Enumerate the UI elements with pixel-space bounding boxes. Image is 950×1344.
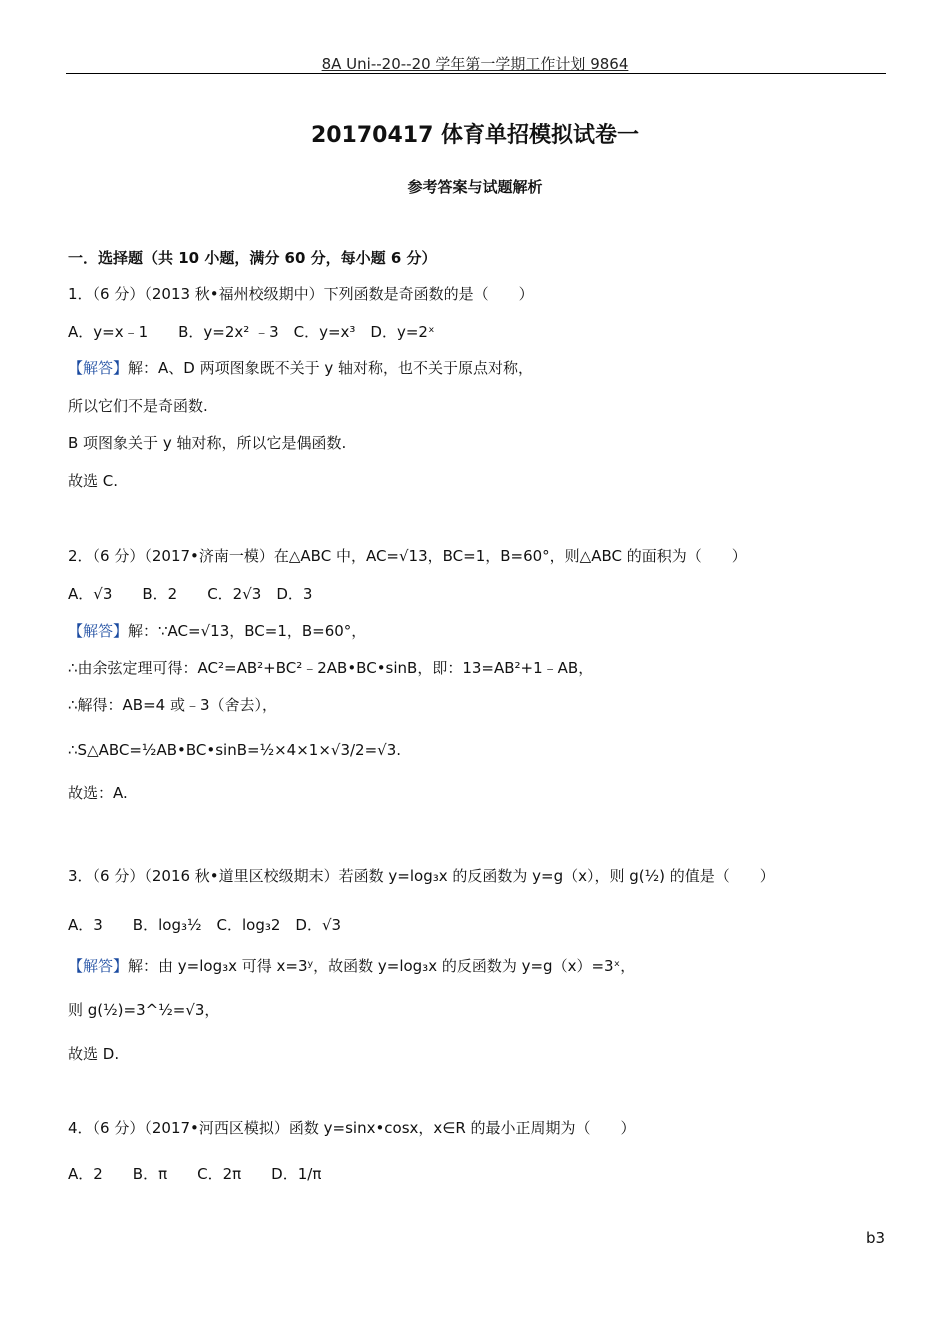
q3-solution-line-1: 【解答】解：由 y=log₃x 可得 x=3ʸ，故函数 y=log₃x 的反函数为 y=g（x）=3ˣ， xyxy=(68,957,636,975)
q2-solution-line-1: 【解答】解：∵AC=√13，BC=1，B=60°， xyxy=(68,622,367,640)
q2-solution-line-2: ∴由余弦定理可得：AC²=AB²+BC²﹣2AB•BC•sinB，即：13=AB²+1﹣AB， xyxy=(68,659,594,677)
answer-tag: 【解答】 xyxy=(68,359,129,377)
q2-solution-line-3: ∴解得：AB=4 或﹣3（舍去）， xyxy=(68,696,278,714)
q2-conclusion: 故选：A. xyxy=(68,784,128,802)
q4-options: A．2 B．π C．2π D．1/π xyxy=(68,1165,322,1183)
section-heading: 一．选择题（共 10 小题，满分 60 分，每小题 6 分） xyxy=(68,249,437,267)
q1-solution-line-2: 所以它们不是奇函数. xyxy=(68,397,208,415)
q4-question: 4．（6 分）（2017•河西区模拟）函数 y=sinx•cosx，x∈R 的最小正周期为（ ） xyxy=(68,1119,636,1137)
q3-question: 3．（6 分）（2016 秋•道里区校级期末）若函数 y=log₃x 的反函数为 y=g（x），则 g(½) 的值是（ ） xyxy=(68,867,775,885)
answer-tag: 【解答】 xyxy=(68,957,129,975)
page-number: b3 xyxy=(866,1229,886,1247)
q1-question: 1．（6 分）（2013 秋•福州校级期中）下列函数是奇函数的是（ ） xyxy=(68,285,534,303)
page-header: 8A Uni--20--20 学年第一学期工作计划 9864 xyxy=(321,55,629,73)
document-title: 20170417 体育单招模拟试卷一 xyxy=(310,123,640,148)
q1-solution-line-3: B 项图象关于 y 轴对称，所以它是偶函数. xyxy=(68,434,347,452)
q1-conclusion: 故选 C. xyxy=(68,472,119,490)
q3-options: A．3 B．log₃½ C．log₃2 D．√3 xyxy=(68,916,342,934)
q2-options: A．√3 B．2 C．2√3 D．3 xyxy=(68,585,313,603)
q2-question: 2．（6 分）（2017•济南一模）在△ABC 中，AC=√13，BC=1，B=60°，则△ABC 的面积为（ ） xyxy=(68,547,747,565)
document-subtitle: 参考答案与试题解析 xyxy=(407,178,543,196)
answer-tag: 【解答】 xyxy=(68,622,129,640)
header-rule xyxy=(66,73,886,74)
q1-solution-line-1: 【解答】解：A、D 两项图象既不关于 y 轴对称，也不关于原点对称， xyxy=(68,359,534,377)
q3-solution-line-2: 则 g(½)=3^½=√3， xyxy=(68,1001,220,1019)
q1-options: A．y=x﹣1 B．y=2x² ﹣3 C．y=x³ D．y=2ˣ xyxy=(68,323,435,341)
q2-solution-line-4: ∴S△ABC=½AB•BC•sinB=½×4×1×√3/2=√3. xyxy=(68,741,402,759)
q3-conclusion: 故选 D. xyxy=(68,1045,120,1063)
